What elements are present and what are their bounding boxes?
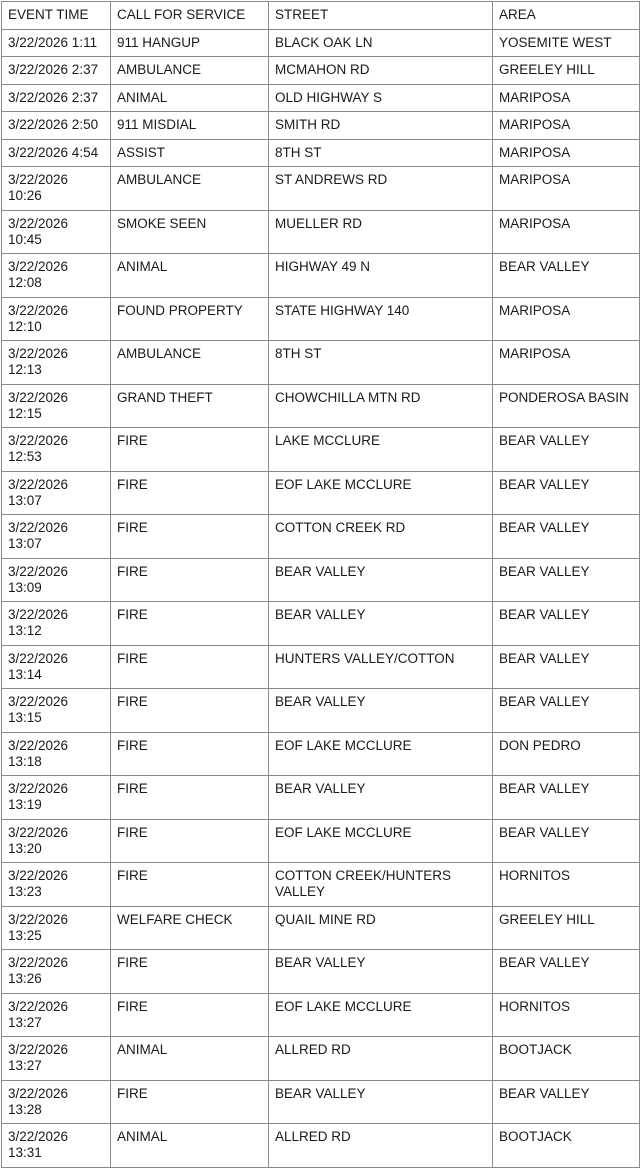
- header-area: AREA: [493, 2, 640, 30]
- cell-street: EOF LAKE MCCLURE: [269, 732, 493, 776]
- table-row: [2, 384, 640, 428]
- cell-call-for-service: FOUND PROPERTY: [111, 297, 269, 341]
- cell-street: EOF LAKE MCCLURE: [269, 993, 493, 1037]
- cell-call-for-service: FIRE: [111, 863, 269, 907]
- cell-area: MARIPOSA: [493, 112, 640, 140]
- dispatch-log-table: [1, 1, 640, 1168]
- cell-event-time: 3/22/2026 13:15: [2, 689, 111, 733]
- cell-area: BEAR VALLEY: [493, 254, 640, 298]
- cell-area: MARIPOSA: [493, 167, 640, 211]
- cell-street: CHOWCHILLA MTN RD: [269, 384, 493, 428]
- table-row: [2, 776, 640, 820]
- cell-event-time: 3/22/2026 13:12: [2, 602, 111, 646]
- cell-street: STATE HIGHWAY 140: [269, 297, 493, 341]
- cell-call-for-service: AMBULANCE: [111, 167, 269, 211]
- cell-call-for-service: FIRE: [111, 428, 269, 472]
- header-street: STREET: [269, 2, 493, 30]
- cell-street: HIGHWAY 49 N: [269, 254, 493, 298]
- cell-area: BEAR VALLEY: [493, 558, 640, 602]
- cell-street: BLACK OAK LN: [269, 29, 493, 57]
- cell-street: BEAR VALLEY: [269, 689, 493, 733]
- table-row: [2, 254, 640, 298]
- cell-event-time: 3/22/2026 13:25: [2, 906, 111, 950]
- cell-event-time: 3/22/2026 12:08: [2, 254, 111, 298]
- cell-street: COTTON CREEK/HUNTERS VALLEY: [269, 863, 493, 907]
- header-call-for-service: CALL FOR SERVICE: [111, 2, 269, 30]
- cell-street: EOF LAKE MCCLURE: [269, 819, 493, 863]
- cell-area: BEAR VALLEY: [493, 819, 640, 863]
- table-row: [2, 428, 640, 472]
- table-row: [2, 863, 640, 907]
- table-row: [2, 167, 640, 211]
- cell-street: QUAIL MINE RD: [269, 906, 493, 950]
- cell-call-for-service: 911 HANGUP: [111, 29, 269, 57]
- cell-area: BEAR VALLEY: [493, 471, 640, 515]
- cell-call-for-service: ANIMAL: [111, 254, 269, 298]
- cell-street: HUNTERS VALLEY/COTTON: [269, 645, 493, 689]
- table-row: [2, 341, 640, 385]
- table-row: [2, 515, 640, 559]
- table-row: [2, 558, 640, 602]
- cell-call-for-service: WELFARE CHECK: [111, 906, 269, 950]
- cell-call-for-service: FIRE: [111, 819, 269, 863]
- table-row: [2, 1124, 640, 1168]
- cell-event-time: 3/22/2026 2:37: [2, 57, 111, 85]
- cell-event-time: 3/22/2026 13:20: [2, 819, 111, 863]
- cell-area: BEAR VALLEY: [493, 602, 640, 646]
- cell-street: BEAR VALLEY: [269, 558, 493, 602]
- cell-call-for-service: FIRE: [111, 515, 269, 559]
- cell-area: MARIPOSA: [493, 297, 640, 341]
- cell-street: EOF LAKE MCCLURE: [269, 471, 493, 515]
- cell-area: MARIPOSA: [493, 341, 640, 385]
- cell-event-time: 3/22/2026 10:26: [2, 167, 111, 211]
- cell-area: BOOTJACK: [493, 1037, 640, 1081]
- cell-call-for-service: FIRE: [111, 558, 269, 602]
- cell-call-for-service: AMBULANCE: [111, 57, 269, 85]
- cell-area: MARIPOSA: [493, 210, 640, 254]
- table-row: [2, 950, 640, 994]
- table-row: [2, 471, 640, 515]
- cell-call-for-service: FIRE: [111, 602, 269, 646]
- cell-street: SMITH RD: [269, 112, 493, 140]
- header-event-time: EVENT TIME: [2, 2, 111, 30]
- table-row: [2, 602, 640, 646]
- cell-call-for-service: FIRE: [111, 645, 269, 689]
- cell-event-time: 3/22/2026 13:27: [2, 993, 111, 1037]
- cell-street: OLD HIGHWAY S: [269, 84, 493, 112]
- cell-call-for-service: FIRE: [111, 776, 269, 820]
- cell-call-for-service: ANIMAL: [111, 84, 269, 112]
- cell-call-for-service: FIRE: [111, 950, 269, 994]
- cell-street: 8TH ST: [269, 341, 493, 385]
- cell-area: BOOTJACK: [493, 1124, 640, 1168]
- cell-event-time: 3/22/2026 12:15: [2, 384, 111, 428]
- cell-street: 8TH ST: [269, 139, 493, 167]
- table-row: [2, 84, 640, 112]
- cell-street: ALLRED RD: [269, 1037, 493, 1081]
- cell-street: MUELLER RD: [269, 210, 493, 254]
- table-row: [2, 112, 640, 140]
- cell-call-for-service: FIRE: [111, 732, 269, 776]
- cell-street: BEAR VALLEY: [269, 776, 493, 820]
- cell-call-for-service: ASSIST: [111, 139, 269, 167]
- cell-call-for-service: SMOKE SEEN: [111, 210, 269, 254]
- cell-event-time: 3/22/2026 13:23: [2, 863, 111, 907]
- cell-area: BEAR VALLEY: [493, 645, 640, 689]
- cell-call-for-service: GRAND THEFT: [111, 384, 269, 428]
- table-row: [2, 57, 640, 85]
- cell-call-for-service: FIRE: [111, 689, 269, 733]
- cell-event-time: 3/22/2026 1:11: [2, 29, 111, 57]
- table-row: [2, 819, 640, 863]
- cell-area: BEAR VALLEY: [493, 689, 640, 733]
- cell-event-time: 3/22/2026 12:10: [2, 297, 111, 341]
- cell-event-time: 3/22/2026 12:53: [2, 428, 111, 472]
- cell-event-time: 3/22/2026 13:14: [2, 645, 111, 689]
- cell-event-time: 3/22/2026 13:07: [2, 471, 111, 515]
- cell-event-time: 3/22/2026 13:28: [2, 1080, 111, 1124]
- header-row: [2, 2, 640, 30]
- cell-event-time: 3/22/2026 13:09: [2, 558, 111, 602]
- table-header: [2, 2, 640, 30]
- cell-area: DON PEDRO: [493, 732, 640, 776]
- cell-event-time: 3/22/2026 13:26: [2, 950, 111, 994]
- cell-event-time: 3/22/2026 10:45: [2, 210, 111, 254]
- table-row: [2, 1080, 640, 1124]
- cell-call-for-service: AMBULANCE: [111, 341, 269, 385]
- cell-area: YOSEMITE WEST: [493, 29, 640, 57]
- cell-street: MCMAHON RD: [269, 57, 493, 85]
- cell-event-time: 3/22/2026 2:50: [2, 112, 111, 140]
- cell-call-for-service: FIRE: [111, 993, 269, 1037]
- cell-call-for-service: ANIMAL: [111, 1037, 269, 1081]
- cell-street: BEAR VALLEY: [269, 950, 493, 994]
- table-row: [2, 29, 640, 57]
- cell-area: MARIPOSA: [493, 84, 640, 112]
- cell-event-time: 3/22/2026 13:18: [2, 732, 111, 776]
- table-row: [2, 645, 640, 689]
- table-body: [2, 29, 640, 1167]
- table-row: [2, 1037, 640, 1081]
- cell-area: BEAR VALLEY: [493, 1080, 640, 1124]
- cell-street: ST ANDREWS RD: [269, 167, 493, 211]
- cell-event-time: 3/22/2026 13:19: [2, 776, 111, 820]
- cell-event-time: 3/22/2026 12:13: [2, 341, 111, 385]
- cell-area: GREELEY HILL: [493, 906, 640, 950]
- cell-area: PONDEROSA BASIN: [493, 384, 640, 428]
- cell-area: MARIPOSA: [493, 139, 640, 167]
- cell-area: GREELEY HILL: [493, 57, 640, 85]
- table-row: [2, 906, 640, 950]
- table-row: [2, 993, 640, 1037]
- cell-call-for-service: 911 MISDIAL: [111, 112, 269, 140]
- cell-area: BEAR VALLEY: [493, 428, 640, 472]
- cell-event-time: 3/22/2026 13:31: [2, 1124, 111, 1168]
- cell-street: BEAR VALLEY: [269, 602, 493, 646]
- cell-street: ALLRED RD: [269, 1124, 493, 1168]
- cell-event-time: 3/22/2026 4:54: [2, 139, 111, 167]
- cell-area: HORNITOS: [493, 993, 640, 1037]
- table-row: [2, 297, 640, 341]
- cell-area: BEAR VALLEY: [493, 515, 640, 559]
- cell-event-time: 3/22/2026 2:37: [2, 84, 111, 112]
- table-row: [2, 139, 640, 167]
- cell-call-for-service: FIRE: [111, 471, 269, 515]
- cell-event-time: 3/22/2026 13:27: [2, 1037, 111, 1081]
- cell-call-for-service: ANIMAL: [111, 1124, 269, 1168]
- table-row: [2, 732, 640, 776]
- cell-area: BEAR VALLEY: [493, 950, 640, 994]
- cell-street: LAKE MCCLURE: [269, 428, 493, 472]
- table-row: [2, 210, 640, 254]
- cell-street: COTTON CREEK RD: [269, 515, 493, 559]
- cell-area: BEAR VALLEY: [493, 776, 640, 820]
- cell-street: BEAR VALLEY: [269, 1080, 493, 1124]
- cell-area: HORNITOS: [493, 863, 640, 907]
- cell-call-for-service: FIRE: [111, 1080, 269, 1124]
- table-row: [2, 689, 640, 733]
- cell-event-time: 3/22/2026 13:07: [2, 515, 111, 559]
